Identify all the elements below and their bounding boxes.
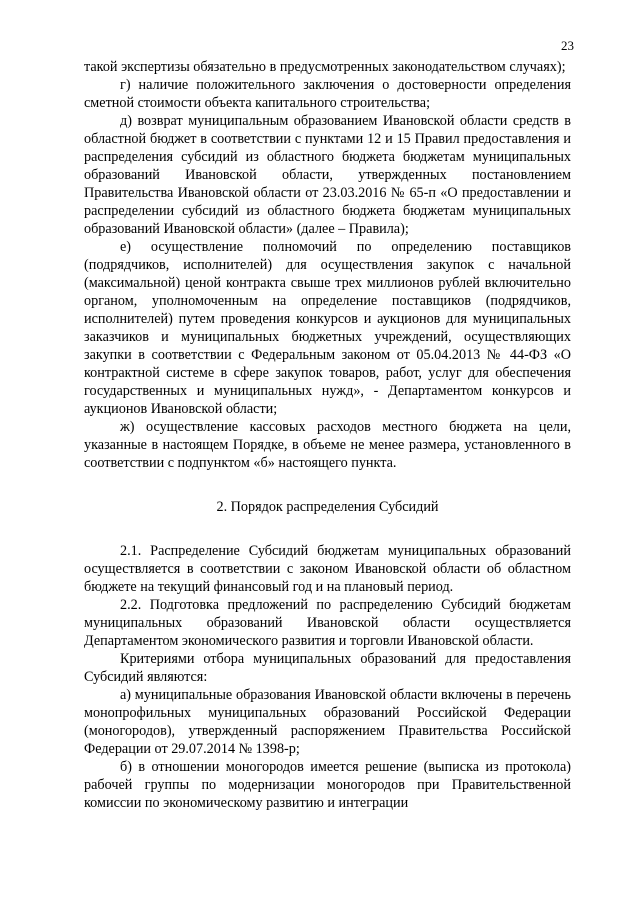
paragraph-expertise-cases: такой экспертизы обязательно в предусмотренных законодательством случаях); bbox=[84, 59, 566, 75]
paragraph-item-g: г) наличие положительного заключения о достоверности определения сметной стоимости объекта капитального строительства; bbox=[84, 77, 571, 111]
paragraph-criterion-b: б) в отношении моногородов имеется решение (выписка из протокола) рабочей группы по модернизации моногородов при Правительственной комиссии по экономическому развитию и интеграции bbox=[84, 759, 571, 811]
paragraph-item-d: д) возврат муниципальным образованием Ивановской области средств в областной бюджет в соответствии с пунктами 12 и 15 Правил предоставления и распределения субсидий из областного бюджета бюджетам муниципальных образований Ивановской области, утвержденных постановлением Правительства Ивановской области от 23.03.2016 № 65-п «О предоставлении и распределении субсидий из областного бюджета бюджетам муниципальных образований Ивановской области» (далее – Правила); bbox=[84, 113, 571, 237]
paragraph-2-1: 2.1. Распределение Субсидий бюджетам муниципальных образований осуществляется в соответствии с законом Ивановской области об областном бюджете на текущий финансовый год и на плановый период. bbox=[84, 543, 571, 595]
paragraph-2-2: 2.2. Подготовка предложений по распределению Субсидий бюджетам муниципальных образований Ивановской области осуществляется Департаментом экономического развития и торговли Ивановской области. bbox=[84, 597, 571, 649]
paragraph-criterion-a: а) муниципальные образования Ивановской области включены в перечень монопрофильных муниципальных образований Российской Федерации (моногородов), утвержденный распоряжением Правительства Российской Федерации от 29.07.2014 № 1398-р; bbox=[84, 687, 571, 757]
document-body bbox=[84, 58, 571, 812]
paragraph-criteria: Критериями отбора муниципальных образований для предоставления Субсидий являются: bbox=[84, 651, 571, 685]
paragraph-item-e: е) осуществление полномочий по определению поставщиков (подрядчиков, исполнителей) для осуществления закупок с начальной (максимальной) ценой контракта свыше трех миллионов рублей включительно органом, уполномоченным на определение поставщиков (подрядчиков, исполнителей) путем проведения конкурсов и аукционов для муниципальных заказчиков и муниципальных бюджетных учреждений, осуществляющих закупки в соответствии с Федеральным законом от 05.04.2013 № 44-ФЗ «О контрактной системе в сфере закупок товаров, работ, услуг для обеспечения государственных и муниципальных нужд», - Департаментом конкурсов и аукционов Ивановской области; bbox=[84, 239, 571, 417]
page-number: 23 bbox=[561, 38, 574, 53]
paragraph-item-zh: ж) осуществление кассовых расходов местного бюджета на цели, указанные в настоящем Порядке, в объеме не менее размера, установленного в соответствии с подпунктом «б» настоящего пункта. bbox=[84, 419, 571, 471]
section-heading: 2. Порядок распределения Субсидий bbox=[216, 499, 439, 515]
